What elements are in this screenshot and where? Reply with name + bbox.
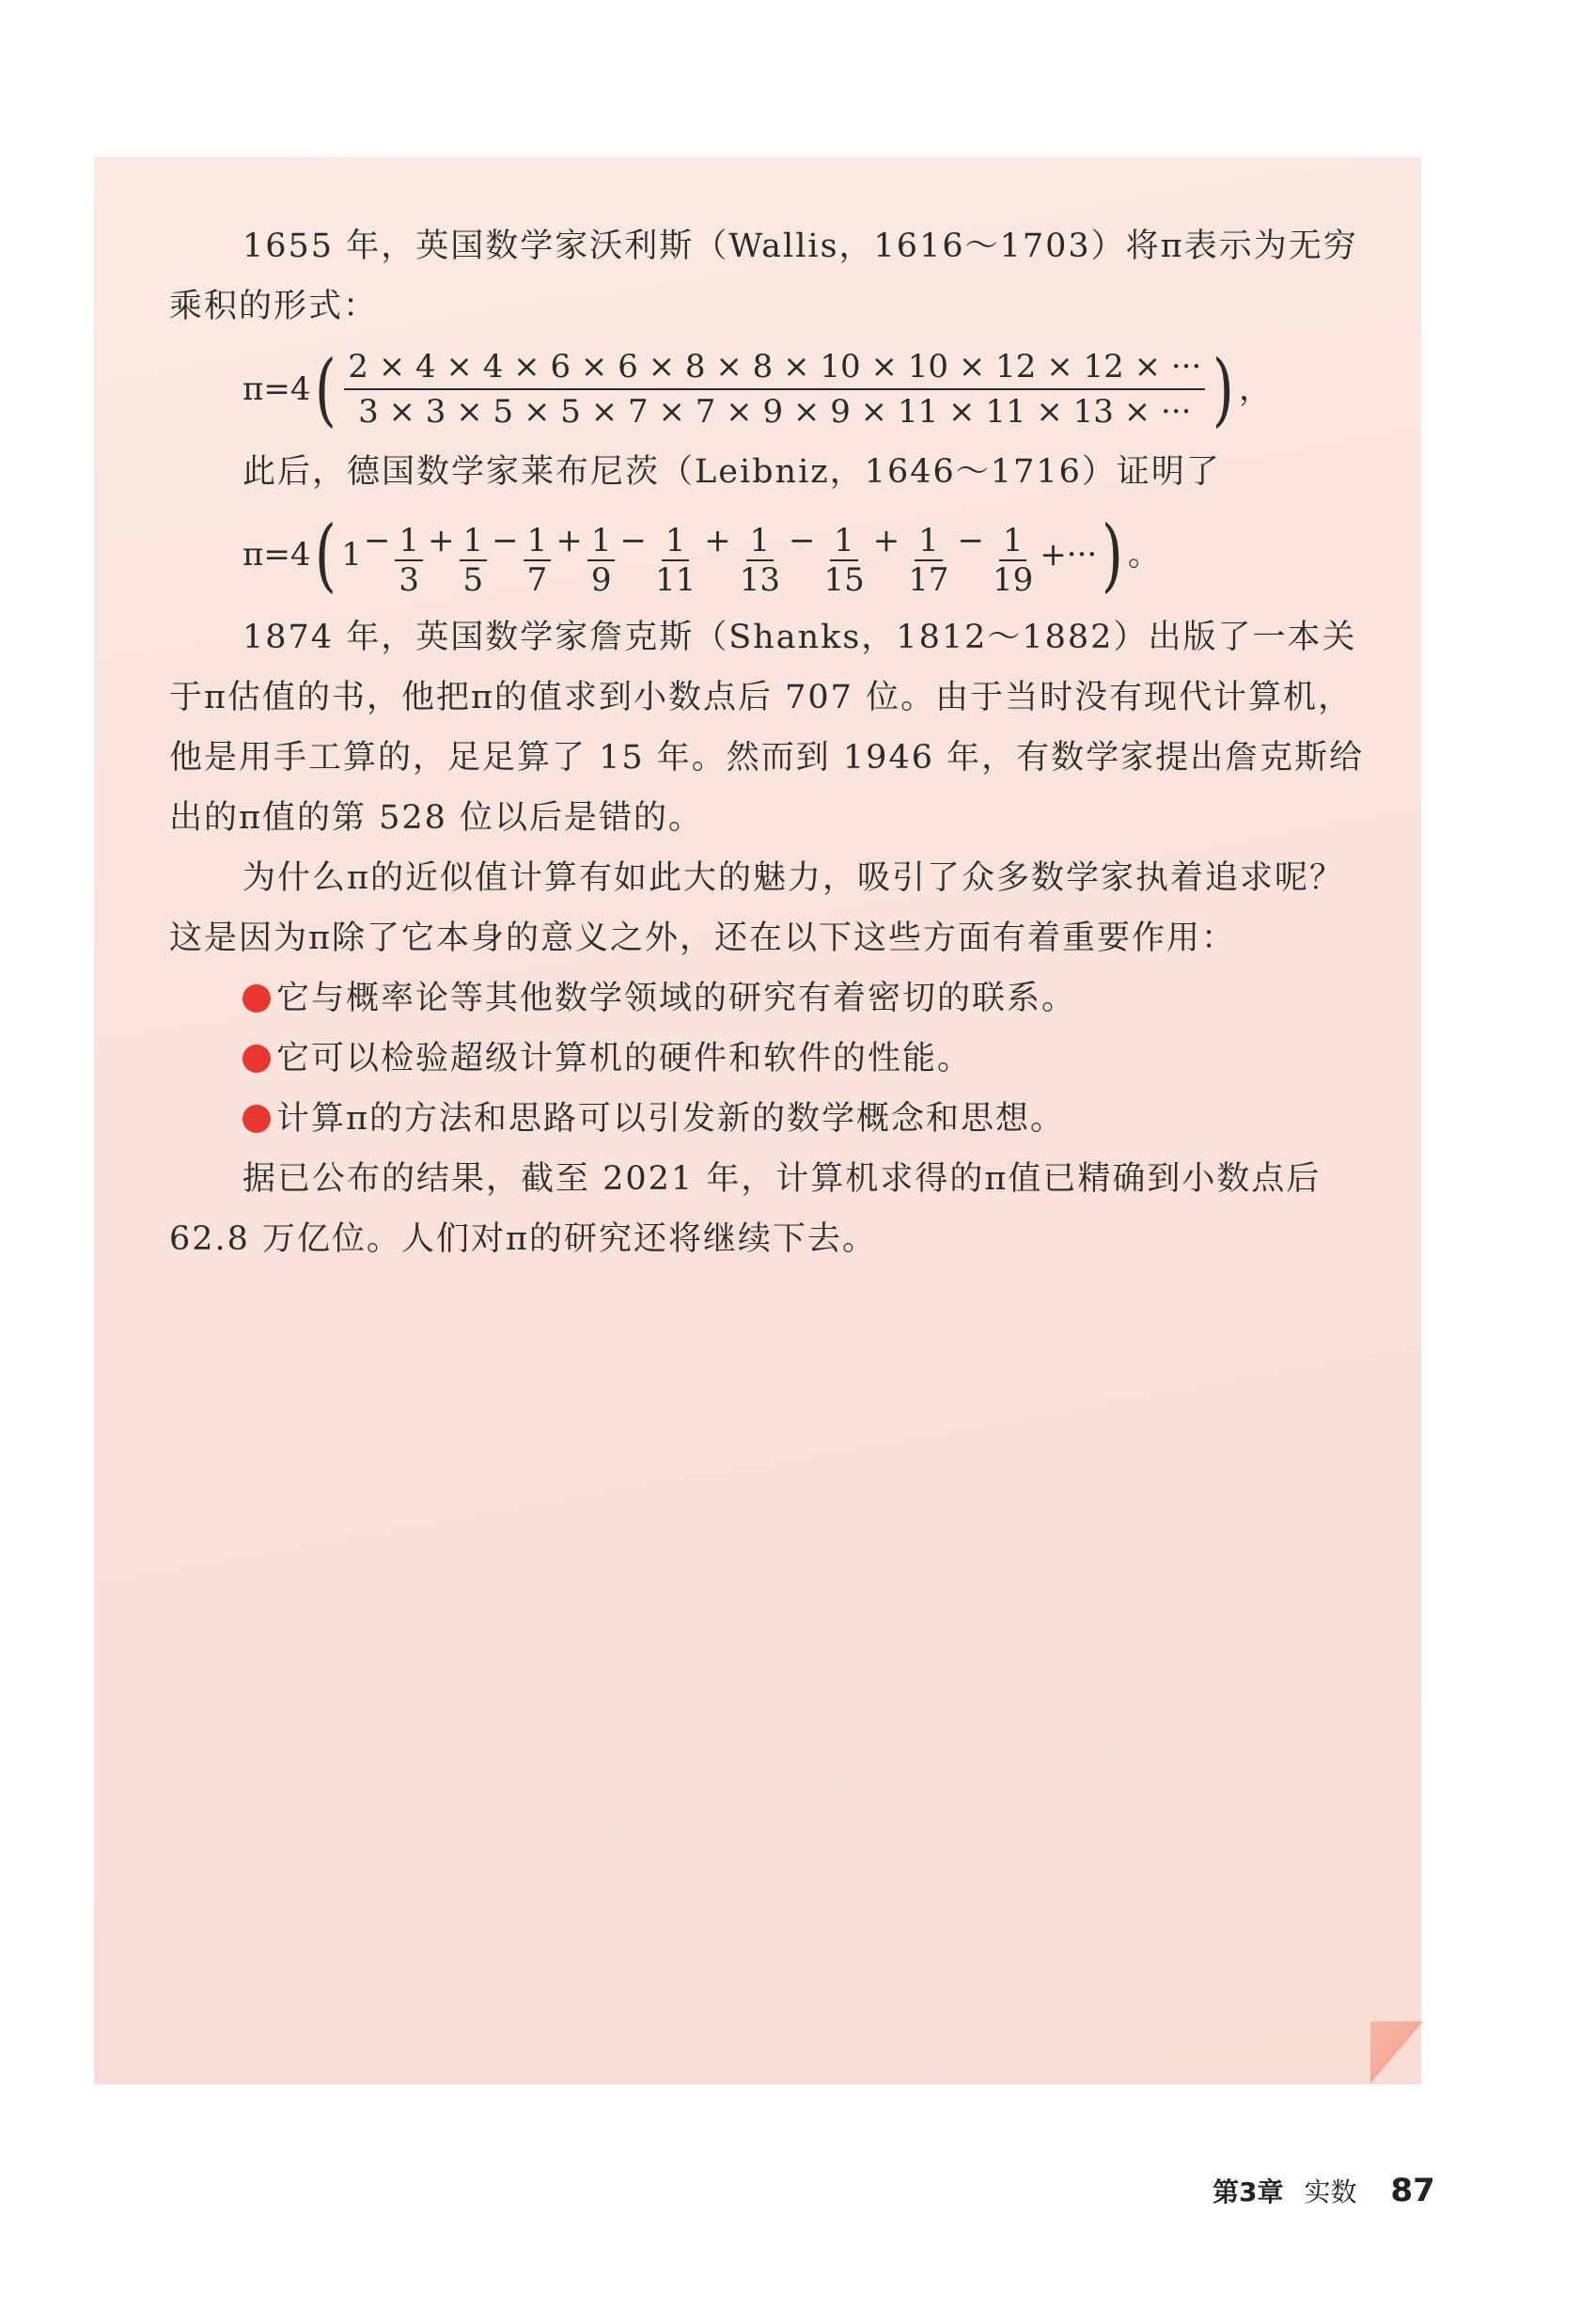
fraction-numerator: 1 — [915, 522, 943, 561]
fraction-numerator: 1 — [830, 522, 858, 561]
section-label: 实数 — [1304, 2177, 1357, 2208]
leibniz-lhs: π=4 — [243, 536, 311, 574]
leibniz-first-term: 1 — [341, 536, 362, 574]
series-fraction — [587, 522, 616, 599]
wallis-lhs: π=4 — [243, 370, 311, 408]
series-fraction — [651, 522, 699, 599]
fraction-denominator: 3 — [399, 561, 420, 599]
fraction-denominator: 15 — [823, 561, 865, 599]
series-operator: + — [872, 522, 900, 559]
fraction-numerator: 1 — [460, 522, 488, 561]
bullet-text: 计算π的方法和思路可以引发新的数学概念和思想。 — [276, 1100, 1066, 1138]
right-paren: ) — [1102, 509, 1124, 601]
wallis-formula — [243, 337, 1372, 442]
fraction-numerator: 1 — [746, 522, 775, 561]
red-bullet-icon — [243, 984, 271, 1013]
leibniz-tail: 。 — [1127, 536, 1160, 574]
chapter-label: 第3章 — [1213, 2177, 1284, 2208]
red-bullet-icon — [243, 1105, 271, 1133]
paragraph-leibniz: 此后，德国数学家莱布尼茨（Leibniz，1646～1716）证明了 — [243, 453, 1221, 491]
series-operator: − — [957, 522, 985, 559]
series-operator: − — [619, 522, 647, 559]
left-paren: ( — [315, 343, 337, 435]
series-fraction — [820, 522, 868, 599]
series-fraction — [736, 522, 784, 599]
paragraph-question: 为什么π的近似值计算有如此大的魅力，吸引了众多数学家执着追求呢？这是因为π除了它本身的意义之外，还在以下这些方面有着重要作用： — [169, 859, 1345, 957]
series-operator: + — [704, 522, 731, 559]
fraction-numerator: 1 — [524, 522, 552, 561]
series-operator: + — [428, 522, 455, 559]
bullet-item — [169, 1029, 1372, 1089]
leibniz-terms — [362, 511, 1040, 599]
fraction-numerator: 1 — [587, 522, 616, 561]
page-footer — [1213, 2172, 1435, 2209]
fraction-numerator: 1 — [662, 522, 690, 561]
series-operator: − — [788, 522, 816, 559]
leibniz-ellipsis: +··· — [1040, 536, 1098, 574]
series-operator: + — [555, 522, 583, 559]
bullet-text: 它可以检验超级计算机的硬件和软件的性能。 — [276, 1040, 973, 1077]
fraction-denominator: 17 — [908, 561, 949, 599]
fraction-denominator: 11 — [654, 561, 696, 599]
paragraph-wallis: 1655 年，英国数学家沃利斯（Wallis，1616～1703）将π表示为无穷乘积的形式： — [169, 228, 1358, 325]
page-number: 87 — [1390, 2172, 1435, 2209]
fraction-denominator: 5 — [462, 561, 484, 599]
fraction-denominator: 9 — [590, 561, 612, 599]
leibniz-formula — [243, 502, 1372, 607]
series-fraction — [524, 522, 552, 599]
series-operator: − — [363, 522, 391, 559]
series-operator: − — [492, 522, 519, 559]
series-fraction — [460, 522, 488, 599]
wallis-fraction — [344, 345, 1205, 433]
wallis-numerator: 2 × 4 × 4 × 6 × 6 × 8 × 8 × 10 × 10 × 12 × 12 × ··· — [344, 345, 1205, 390]
wallis-tail: ， — [1239, 370, 1272, 408]
fraction-numerator: 1 — [999, 522, 1027, 561]
fraction-denominator: 19 — [993, 561, 1034, 599]
red-bullet-icon — [243, 1045, 271, 1073]
series-fraction — [395, 522, 423, 599]
fraction-denominator: 7 — [526, 561, 548, 599]
series-fraction — [904, 522, 952, 599]
fraction-denominator: 13 — [739, 561, 780, 599]
bullet-text: 它与概率论等其他数学领域的研究有着密切的联系。 — [276, 980, 1077, 1017]
right-paren: ) — [1213, 343, 1235, 435]
wallis-denominator: 3 × 3 × 5 × 5 × 7 × 7 × 9 × 9 × 11 × 11 × 13 × ··· — [358, 393, 1192, 431]
paragraph-record: 据已公布的结果，截至 2021 年，计算机求得的π值已精确到小数点后 62.8 万亿位。人们对π的研究还将继续下去。 — [169, 1160, 1322, 1258]
bullet-item — [169, 968, 1372, 1029]
left-paren: ( — [315, 509, 337, 601]
bullet-item — [169, 1089, 1372, 1149]
paragraph-shanks: 1874 年，英国数学家詹克斯（Shanks，1812～1882）出版了一本关于π估值的书，他把π的值求到小数点后 707 位。由于当时没有现代计算机，他是用手工算的，足足算了 15 年。然而到 1946 年，有数学家提出詹克斯给出的π值的第 528 位以后是错的。 — [169, 619, 1365, 837]
main-text — [169, 216, 1372, 1269]
fraction-numerator: 1 — [395, 522, 423, 561]
series-fraction — [989, 522, 1037, 599]
